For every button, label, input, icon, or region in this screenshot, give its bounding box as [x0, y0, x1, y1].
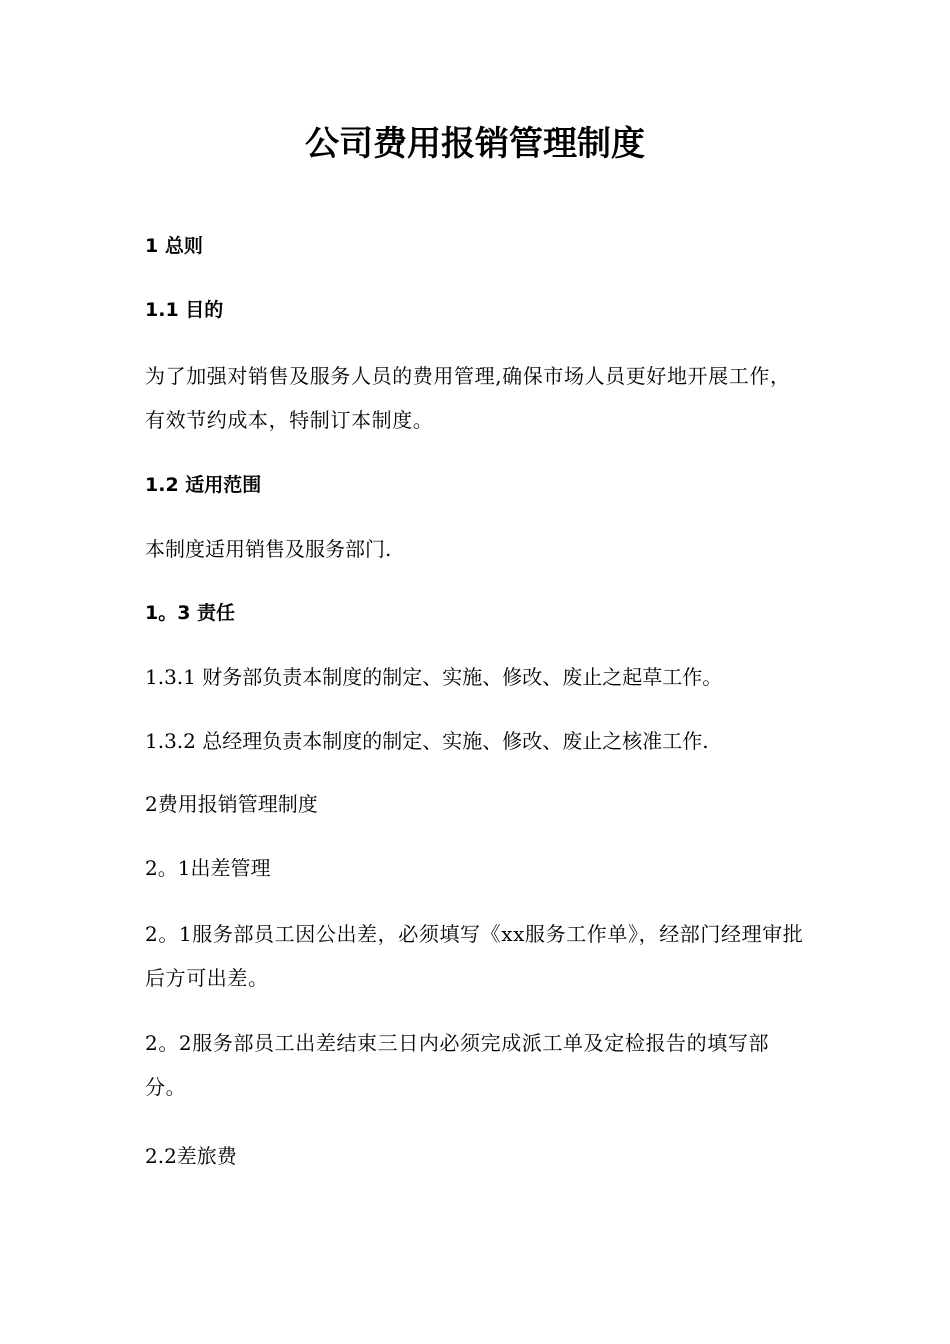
heading-business-trip: 2。1出差管理: [145, 856, 271, 880]
heading-purpose: 1.1 目的: [145, 299, 224, 321]
document-title: 公司费用报销管理制度: [305, 124, 645, 164]
heading-travel-expense: 2.2差旅费: [145, 1144, 237, 1168]
paragraph-trip-report: 2。2服务部员工出差结束三日内必须完成派工单及定检报告的填写部分。: [145, 1031, 770, 1099]
heading-scope: 1.2 适用范围: [145, 474, 262, 496]
heading-responsibility: 1。3 责任: [145, 602, 236, 624]
paragraph-responsibility-gm: 1.3.2 总经理负责本制度的制定、实施、修改、废止之核准工作.: [145, 729, 709, 753]
paragraph-trip-approval: 2。1服务部员工因公出差，必须填写《xx服务工作单》，经部门经理审批后方可出差。: [145, 922, 804, 990]
heading-expense-policy: 2费用报销管理制度: [145, 792, 318, 816]
paragraph-purpose: 为了加强对销售及服务人员的费用管理,确保市场人员更好地开展工作，有效节约成本，特制订本制度。: [145, 364, 791, 432]
paragraph-scope: 本制度适用销售及服务部门.: [145, 537, 392, 561]
heading-general: 1 总则: [145, 235, 203, 257]
paragraph-responsibility-finance: 1.3.1 财务部负责本制度的制定、实施、修改、废止之起草工作。: [145, 665, 723, 689]
